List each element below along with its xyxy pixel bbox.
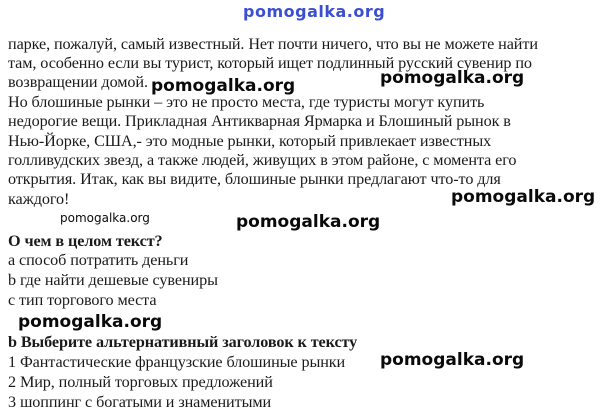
question-1-option-c: c тип торгового места — [8, 291, 157, 309]
watermark-7: pomogalka.org — [380, 350, 525, 370]
question-1-option-b: b где найти дешевые сувениры — [8, 271, 218, 289]
watermark-4: pomogalka.org — [60, 211, 150, 225]
watermark-1: pomogalka.org — [151, 76, 296, 96]
paragraph-2-line-1: Но блошиные рынки – это не просто места, где туристы могут купить — [8, 93, 485, 111]
question-2-option-3: 3 шоппинг с богатыми и знаменитыми — [8, 393, 272, 411]
paragraph-2-line-3: Нью-Йорке, США,- это модные рынки, который привлекает известных — [8, 132, 492, 150]
watermark-2: pomogalka.org — [380, 68, 525, 88]
paragraph-1-line-1: парке, пожалуй, самый известный. Нет почти ничего, что вы не можете найти — [8, 35, 538, 53]
question-1-title: О чем в целом текст? — [8, 232, 163, 250]
paragraph-1-line-2: там, особенно если вы турист, который ищет подлинный русский сувенир по — [8, 54, 532, 72]
paragraph-2-line-4: голливудских звезд, а также людей, живущих в этом районе, с момента его — [8, 151, 517, 169]
watermark-3: pomogalka.org — [451, 187, 596, 207]
paragraph-2-line-2: недорогие вещи. Прикладная Антикварная Ярмарка и Блошиный рынок в — [8, 112, 511, 130]
question-2-title: b Выберите альтернативный заголовок к тексту — [8, 333, 358, 351]
question-2-option-2: 2 Мир, полный торговых предложений — [8, 373, 273, 391]
question-1-option-a: a способ потратить деньги — [8, 251, 189, 269]
watermark-top: pomogalka.org — [243, 2, 386, 21]
watermark-6: pomogalka.org — [18, 312, 163, 332]
paragraph-2-line-5: открытия. Итак, как вы видите, блошиные рынки предлагают что-то для — [8, 170, 501, 188]
question-2-option-1: 1 Фантастические французские блошиные рынки — [8, 353, 346, 371]
paragraph-2-line-6: каждого! — [8, 190, 70, 208]
paragraph-1-line-3: возвращении домой. — [8, 73, 148, 91]
watermark-5: pomogalka.org — [236, 212, 381, 232]
